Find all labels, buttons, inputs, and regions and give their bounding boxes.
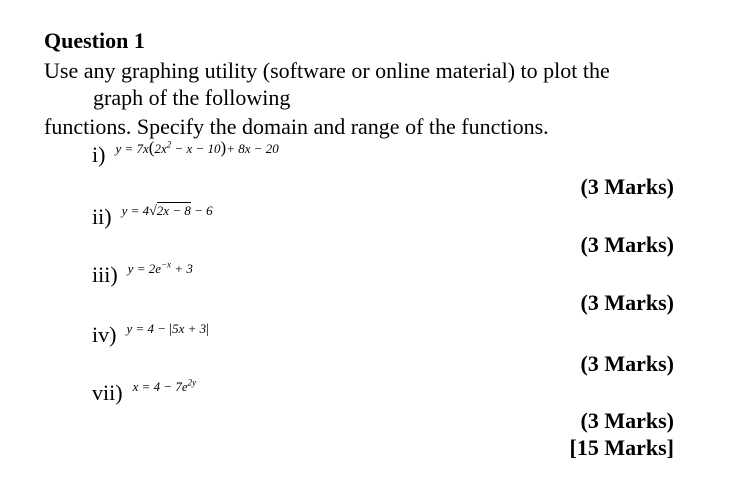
function-item-ii	[92, 204, 213, 234]
instruction-line-3: functions. Specify the domain and range of the functions.	[44, 114, 549, 139]
function-item-iv	[92, 322, 209, 352]
marks-iv: (3 Marks)	[580, 351, 674, 376]
formula-paren-open: (	[148, 138, 155, 157]
question-title: Question 1	[44, 28, 145, 53]
formula-part: x = 4 − 7e	[132, 379, 188, 394]
instruction-line-1: Use any graphing utility (software or online material) to plot the	[44, 58, 610, 83]
formula-i	[115, 138, 279, 167]
radical-sign: √	[149, 204, 157, 219]
formula-exponent: 2y	[187, 377, 197, 388]
item-label: iv)	[92, 322, 117, 347]
total-marks: [15 Marks]	[569, 435, 674, 460]
formula-ii	[121, 203, 213, 229]
item-label: vii)	[92, 380, 123, 405]
formula-part: − x − 10	[171, 141, 221, 156]
item-label: i)	[92, 142, 106, 167]
marks-ii: (3 Marks)	[580, 232, 674, 257]
formula-paren-close: )	[220, 138, 227, 157]
formula-part: y = 4	[121, 203, 150, 218]
marks-i: (3 Marks)	[580, 174, 674, 199]
formula-part: y = 4 −	[126, 321, 170, 336]
formula-part: + 3	[171, 261, 193, 276]
formula-part: + 8x − 20	[226, 141, 279, 156]
item-label: iii)	[92, 262, 118, 287]
formula-exponent: 2	[166, 139, 172, 150]
formula-radicand: 2x − 8	[156, 203, 191, 218]
formula-part: − 6	[190, 203, 213, 218]
formula-vii	[132, 377, 197, 404]
formula-iii	[127, 259, 193, 286]
item-label: ii)	[92, 204, 112, 229]
formula-exponent: −x	[160, 259, 172, 270]
marks-iii: (3 Marks)	[580, 290, 674, 315]
abs-bar-open: |	[169, 322, 173, 337]
formula-part: 5x + 3	[172, 321, 207, 336]
abs-bar-close: |	[206, 322, 209, 337]
formula-part: 2x	[154, 141, 167, 156]
function-item-iii	[92, 259, 193, 292]
function-item-i	[92, 138, 279, 172]
formula-part: y = 7x	[115, 141, 149, 156]
formula-part: y = 2e	[127, 261, 161, 276]
formula-iv	[126, 321, 209, 347]
instruction-line-2: graph of the following	[93, 85, 291, 110]
function-item-vii	[92, 377, 197, 410]
marks-vii: (3 Marks)	[580, 408, 674, 433]
